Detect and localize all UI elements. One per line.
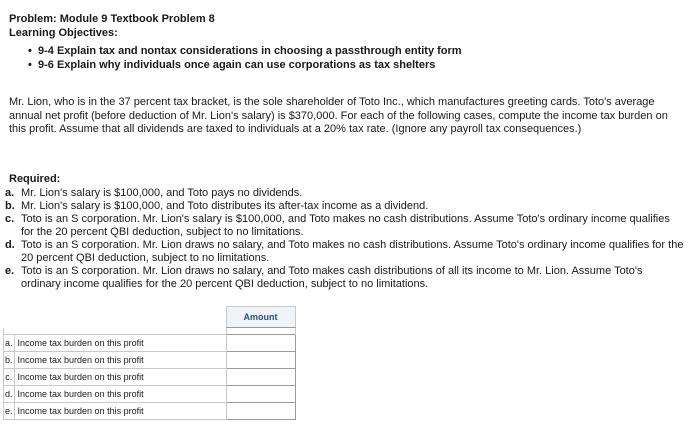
required-title: Required: [9,173,61,185]
required-letter: d. [5,239,15,251]
required-text: Toto is an S corporation. Mr. Lion's salary is $100,000, and Toto makes no cash distributions. Assume Toto's ordinary income qualifies for the 20 percent QBI deduction, subject to no limitations. [21,213,670,238]
row-letter: c. [4,369,15,386]
required-item-c [5,213,685,239]
table-row [4,369,296,386]
row-label: Income tax burden on this profit [14,403,226,420]
table-row [4,386,296,403]
required-letter: e. [5,265,15,277]
objectives-list [28,44,462,72]
required-text: Toto is an S corporation. Mr. Lion draws no salary, and Toto makes cash distributions of all its income to Mr. Lion. Assume Toto's ordinary income qualifies for the 20 percent QBI deduction, subject to no limitations. [21,265,643,290]
table-row [4,335,296,352]
amount-input-b[interactable] [227,353,295,368]
answer-table [3,306,296,420]
required-letter: a. [5,187,15,199]
problem-description: Mr. Lion, who is in the 37 percent tax bracket, is the sole shareholder of Toto Inc., which manufactures greeting cards. Toto's average annual net profit (before deduction of Mr. Lion's salary) is $370,000. For each of the following cases, compute the income tax burden on this profit. Assume that all dividends are taxed to individuals at a 20% tax rate. (Ignore any payroll tax consequences.) [9,96,668,135]
required-item-e [5,265,685,291]
amount-input-d[interactable] [227,387,295,402]
required-letter: c. [5,213,15,225]
required-text: Mr. Lion's salary is $100,000, and Toto pays no dividends. [21,187,303,199]
row-letter: b. [4,352,15,369]
table-row [4,403,296,420]
row-label: Income tax burden on this profit [14,335,226,352]
objective-item: • 9-4 Explain tax and nontax considerations in choosing a passthrough entity form [28,44,462,58]
row-label: Income tax burden on this profit [14,386,226,403]
problem-header [9,12,215,40]
amount-column-header: Amount [226,307,295,328]
required-item-b [5,200,685,213]
amount-input-e[interactable] [227,404,295,419]
table-row [4,352,296,369]
amount-input-c[interactable] [227,370,295,385]
answer-table-header-row [4,307,296,328]
required-text: Toto is an S corporation. Mr. Lion draws no salary, and Toto makes no cash distributions. Assume Toto's ordinary income qualifies for the 20 percent QBI deduction, subject to no limitations. [21,239,684,264]
row-letter: e. [4,403,15,420]
required-text: Mr. Lion's salary is $100,000, and Toto distributes its after-tax income as a dividend. [21,200,429,212]
learning-objectives-label: Learning Objectives: [9,27,118,39]
row-letter: d. [4,386,15,403]
objective-item: • 9-6 Explain why individuals once again can use corporations as tax shelters [28,58,462,72]
row-label: Income tax burden on this profit [14,369,226,386]
required-item-a [5,187,685,200]
amount-input-a[interactable] [227,336,295,351]
row-label: Income tax burden on this profit [14,352,226,369]
required-letter: b. [5,200,15,212]
problem-title: Problem: Module 9 Textbook Problem 8 [9,13,215,25]
row-letter: a. [4,335,15,352]
required-item-d [5,239,685,265]
required-list [5,187,685,291]
